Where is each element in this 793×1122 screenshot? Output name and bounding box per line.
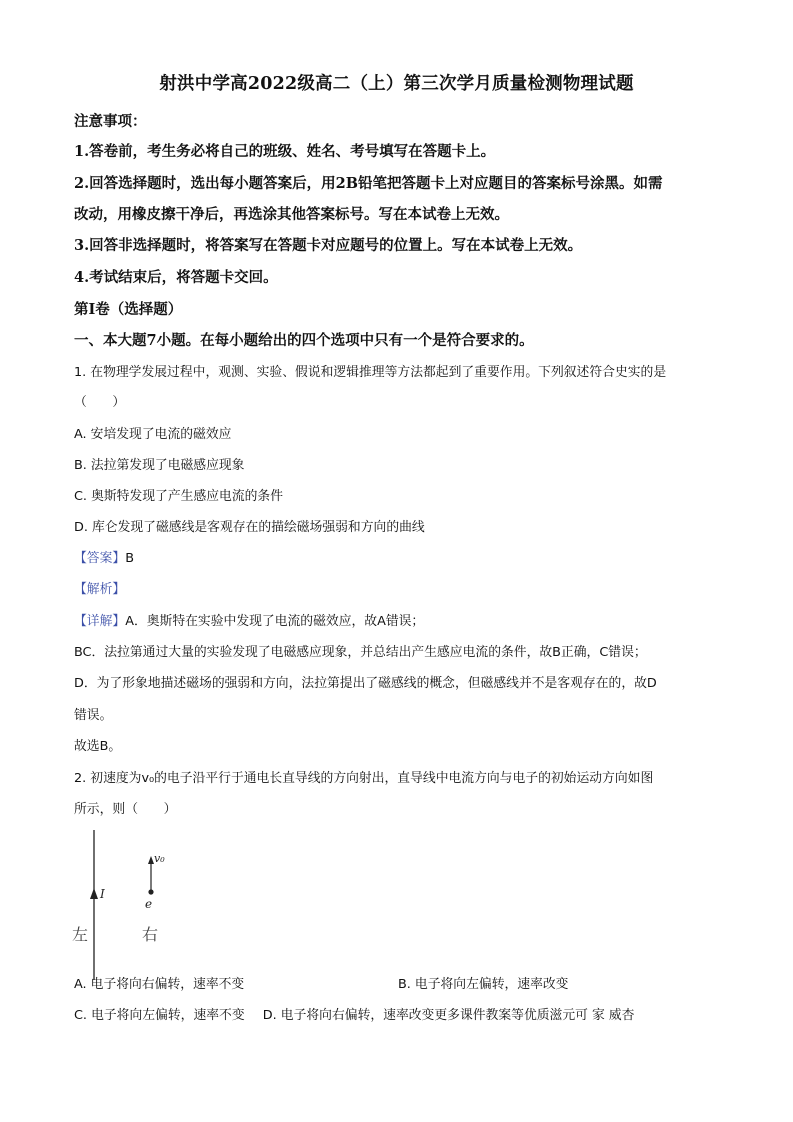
q1-option-d: D. 库仑发现了磁感线是客观存在的描绘磁场强弱和方向的曲线 [74, 520, 425, 535]
notice-item: 1.答卷前，考生务必将自己的班级、姓名、考号填写在答题卡上。 [74, 143, 496, 160]
q1-stem-paren: （ ） [74, 395, 126, 410]
detail-line: 错误。 [74, 708, 113, 723]
detail-line: A．奥斯特在实验中发现了电流的磁效应，故A错误； [125, 614, 425, 629]
detail-label: 【详解】 [74, 614, 126, 629]
electron-dot [148, 889, 153, 894]
answer-label: 【答案】 [74, 551, 126, 566]
q1-answer [74, 547, 134, 566]
q2-stem-cont: 所示，则（ ） [74, 802, 177, 817]
analysis-label: 【解析】 [74, 582, 126, 597]
volume-heading: 第Ⅰ卷（选择题） [74, 301, 183, 318]
page-title: 射洪中学高2022级高二（上）第三次学月质量检测物理试题 [159, 74, 634, 94]
current-label: I [100, 887, 105, 901]
detail-line: BC．法拉第通过大量的实验发现了电磁感应现象，并总结出产生感应电流的条件，故B正确，C错误； [74, 645, 647, 660]
q1-option-b: B. 法拉第发现了电磁感应现象 [74, 458, 245, 473]
watermark-text: 更多课件教案等优质滋元可 家 威杏 [434, 1008, 635, 1023]
notice-item: 改动，用橡皮擦干净后，再选涂其他答案标号。写在本试卷上无效。 [74, 206, 509, 223]
q2-option-a: A. 电子将向右偏转，速率不变 [74, 977, 245, 992]
wire-electron-figure [70, 826, 190, 986]
left-label: 左 [72, 925, 89, 944]
notice-heading: 注意事项： [74, 113, 147, 130]
q2-option-row [74, 1004, 634, 1023]
answer-value: B [125, 551, 134, 566]
electron-label: e [145, 897, 153, 911]
detail-line: 故选B。 [74, 739, 122, 754]
current-arrow-icon [90, 888, 98, 899]
right-label: 右 [142, 925, 159, 944]
q1-option-c: C. 奥斯特发现了产生感应电流的条件 [74, 489, 284, 504]
q2-option-d: D. 电子将向右偏转，速率改变 [262, 1008, 435, 1023]
q2-option-b: B. 电子将向左偏转，速率改变 [398, 977, 569, 992]
notice-item: 3.回答非选择题时，将答案写在答题卡对应题号的位置上。写在本试卷上无效。 [74, 237, 583, 254]
velocity-label: v₀ [154, 852, 165, 865]
notice-item: 2.回答选择题时，选出每小题答案后，用2B铅笔把答题卡上对应题目的答案标号涂黑。如需 [74, 175, 663, 192]
detail-line: D．为了形象地描述磁场的强弱和方向，法拉第提出了磁感线的概念，但磁感线并不是客观存在的，故D [74, 676, 657, 691]
part-heading: 一、本大题7小题。在每小题给出的四个选项中只有一个是符合要求的。 [74, 332, 534, 349]
q2-option-c: C. 电子将向左偏转，速率不变 [74, 1008, 245, 1023]
q2-stem: 2. 初速度为v₀的电子沿平行于通电长直导线的方向射出，直导线中电流方向与电子的初始运动方向如图 [74, 771, 654, 786]
q1-detail [74, 610, 424, 629]
notice-item: 4.考试结束后，将答题卡交回。 [74, 269, 278, 286]
q1-option-a: A. 安培发现了电流的磁效应 [74, 427, 232, 442]
q1-stem: 1. 在物理学发展过程中，观测、实验、假说和逻辑推理等方法都起到了重要作用。下列叙述符合史实的是 [74, 365, 667, 380]
